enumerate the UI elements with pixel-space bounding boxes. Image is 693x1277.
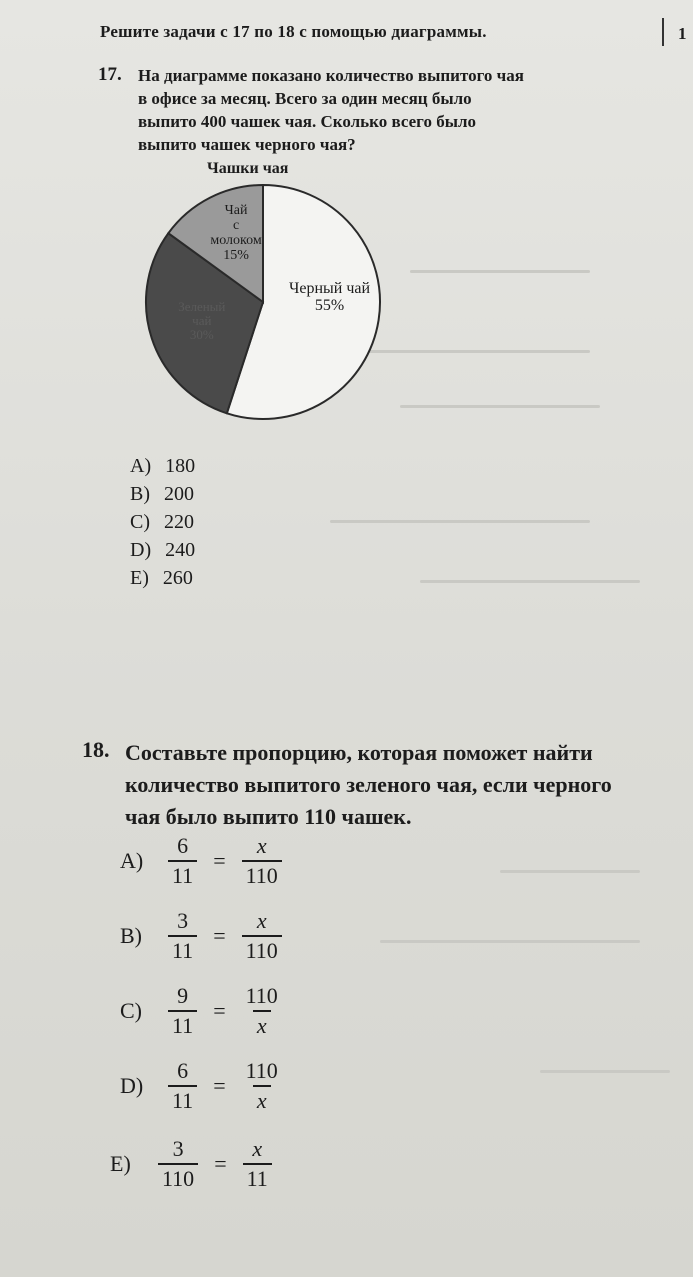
option-letter: C) — [120, 998, 142, 1023]
numerator: 3 — [172, 1136, 184, 1161]
right-fraction — [243, 1136, 272, 1192]
numerator: x — [252, 1136, 263, 1161]
left-fraction — [168, 908, 197, 964]
answer-option-e[interactable] — [130, 564, 195, 592]
numerator: 110 — [245, 1058, 278, 1083]
left-fraction — [158, 1136, 198, 1192]
denominator: 11 — [168, 1010, 197, 1039]
pie-slice-name-label: Черный чай — [288, 279, 371, 297]
numerator: 9 — [177, 983, 189, 1008]
denominator: 11 — [243, 1163, 272, 1192]
answer-option-b[interactable] — [130, 480, 195, 508]
pie-slice-percent-label: 55% — [314, 296, 345, 314]
left-fraction — [168, 833, 197, 889]
right-fraction — [242, 983, 282, 1039]
right-fraction — [242, 908, 282, 964]
pie-slice-percent-label: 30% — [189, 326, 214, 342]
question-18-text — [125, 737, 612, 833]
answer-option-d[interactable] — [130, 536, 195, 564]
question-17-line: выпито чашек черного чая? — [138, 135, 356, 154]
left-fraction — [168, 983, 197, 1039]
denominator: x — [253, 1085, 271, 1114]
equals-sign: = — [213, 923, 226, 948]
option-letter: D) — [130, 539, 152, 561]
option-letter: C) — [130, 511, 150, 533]
numerator: x — [256, 908, 267, 933]
numerator: 6 — [177, 833, 189, 858]
option-letter: A) — [130, 455, 152, 477]
option-letter: A) — [120, 848, 144, 873]
instruction-header: Решите задачи с 17 по 18 с помощью диаграммы. — [100, 22, 487, 41]
option-letter: E) — [110, 1151, 131, 1176]
equals-sign: = — [213, 1073, 226, 1098]
option-value: 180 — [165, 455, 196, 477]
pie-slice-name-label: Зеленый — [178, 298, 226, 314]
option-value: 220 — [164, 511, 194, 533]
answer-option-d[interactable] — [120, 1058, 282, 1114]
right-fraction — [242, 833, 282, 889]
question-17-number: 17. — [98, 64, 122, 85]
left-fraction — [168, 1058, 197, 1114]
question-18-line: количество выпитого зеленого чая, если черного — [125, 772, 612, 797]
question-18-line: Составьте пропорцию, которая поможет найти — [125, 740, 593, 765]
equals-sign: = — [214, 1151, 227, 1176]
question-18-line: чая было выпито 110 чашек. — [125, 804, 412, 829]
numerator: 110 — [245, 983, 278, 1008]
question-17-line: выпито 400 чашек чая. Сколько всего было — [138, 112, 476, 131]
answer-option-e[interactable] — [110, 1136, 272, 1192]
question-18-number: 18. — [82, 737, 110, 762]
pie-chart-title: Чашки чая — [207, 160, 289, 177]
answer-option-c[interactable] — [120, 983, 282, 1039]
numerator: 6 — [177, 1058, 189, 1083]
denominator: x — [253, 1010, 271, 1039]
option-letter: D) — [120, 1073, 144, 1098]
answer-option-a[interactable] — [130, 452, 195, 480]
option-value: 200 — [164, 483, 194, 505]
bleed-through-line — [330, 520, 590, 523]
numerator: x — [256, 833, 267, 858]
equals-sign: = — [213, 848, 226, 873]
option-letter: B) — [120, 923, 142, 948]
bleed-through-line — [500, 870, 640, 873]
answer-option-a[interactable] — [120, 833, 282, 889]
numerator: 3 — [177, 908, 189, 933]
pie-slice-name-label: молоком — [210, 233, 262, 249]
bleed-through-line — [420, 580, 640, 583]
answer-option-c[interactable] — [130, 508, 195, 536]
answer-option-b[interactable] — [120, 908, 282, 964]
question-17-line: На диаграмме показано количество выпитого чая — [138, 66, 524, 85]
pie-slice-name-label: чай — [192, 312, 212, 328]
denominator: 110 — [242, 860, 282, 889]
denominator: 110 — [158, 1163, 198, 1192]
pie-slice-percent-label: 15% — [223, 248, 249, 264]
denominator: 11 — [168, 860, 197, 889]
bleed-through-line — [380, 940, 640, 943]
denominator: 11 — [168, 935, 197, 964]
bleed-through-line — [540, 1070, 670, 1073]
right-fraction — [242, 1058, 282, 1114]
question-17-options — [130, 452, 195, 592]
margin-divider — [662, 18, 664, 46]
option-value: 240 — [165, 539, 196, 561]
tea-pie-chart — [130, 180, 400, 425]
denominator: 11 — [168, 1085, 197, 1114]
corner-mark: 1 — [678, 24, 687, 43]
option-letter: E) — [130, 567, 149, 589]
question-17-text — [138, 64, 638, 156]
denominator: 110 — [242, 935, 282, 964]
pie-slice-name-label: с — [232, 218, 240, 234]
question-17-line: в офисе за месяц. Всего за один месяц было — [138, 89, 472, 108]
option-value: 260 — [162, 567, 193, 589]
option-letter: B) — [130, 483, 150, 505]
equals-sign: = — [213, 998, 226, 1023]
bleed-through-line — [400, 405, 600, 408]
bleed-through-line — [410, 270, 590, 273]
pie-slice-name-label: Чай — [224, 203, 248, 219]
